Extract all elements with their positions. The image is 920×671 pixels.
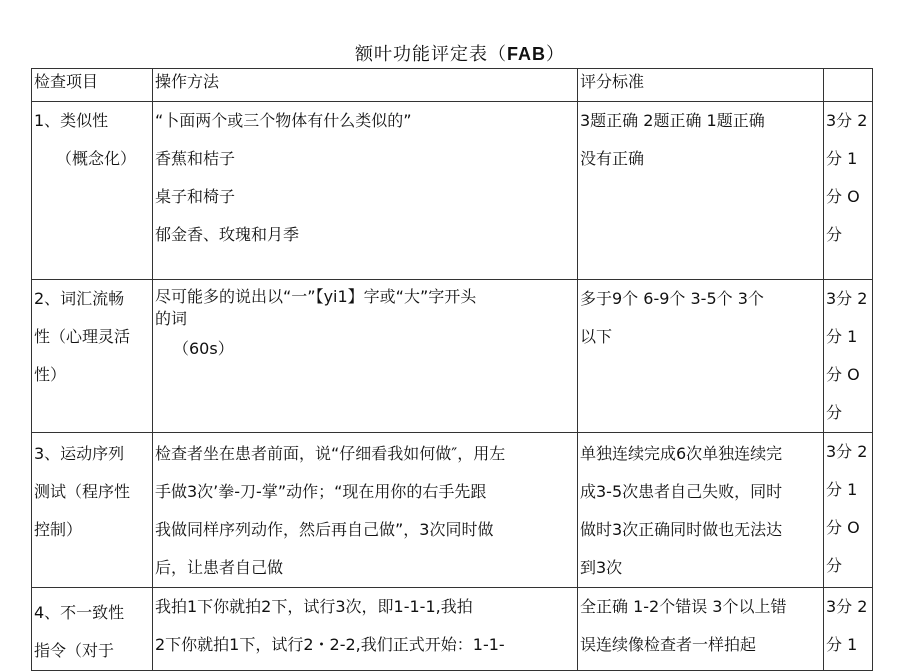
score-line: 3分 2 [826,111,868,130]
item-cell [32,588,153,671]
title-abbr: FAB [507,44,546,64]
score-line: 分 1 [826,149,858,168]
table-row [32,588,873,671]
score-line: 分 1 [826,635,858,654]
table-row [32,433,873,588]
criteria-cell [578,588,824,671]
item-line: 2、词汇流畅 [34,289,125,308]
score-line: 分 O [826,187,860,206]
method-cell [153,102,578,280]
method-line: “卜面两个或三个物体有什么类似的” [155,111,412,130]
criteria-line: 没有正确 [580,149,645,168]
table-header-row [32,69,873,102]
method-line: 尽可能多的说出以“一”【yi1】字或“大”字开头 [155,287,477,306]
item-cell [32,433,153,588]
item-line: 性（心理灵活 [34,327,131,346]
criteria-line: 误连续像检查者一样拍起 [580,635,757,654]
score-cell [824,102,873,280]
criteria-line: 3题正确 2题正确 1题正确 [580,111,765,130]
item-line: 控制） [34,520,83,539]
header-method: 操作方法 [153,69,578,102]
criteria-line: 单独连续完成6次单独连续完 [580,444,783,463]
score-line: 3分 2 [826,289,868,308]
method-cell [153,588,578,671]
method-line: 我做同样序列动作，然后再自己做”，3次同时做 [155,520,494,539]
score-line: 分 [826,225,843,244]
score-line: 3分 2 [826,442,868,461]
criteria-cell [578,280,824,433]
item-line: 4、不一致性 [34,603,125,622]
method-line: 2下你就拍1下，试行2・2-2,我们正式开始：1-1- [155,635,505,654]
method-line: 桌子和椅子 [155,187,236,206]
header-score [824,69,873,102]
criteria-line: 到3次 [580,558,623,577]
score-line: 分 O [826,518,860,537]
item-line: 测试（程序性 [34,482,131,501]
score-cell [824,433,873,588]
method-line: （60s） [173,339,234,358]
criteria-cell [578,433,824,588]
method-line: 检查者坐在患者前面，说“仔细看我如何做″，用左 [155,444,506,463]
method-line: 后，让患者自己做 [155,558,284,577]
header-item: 检查项目 [32,69,153,102]
method-cell [153,433,578,588]
score-cell [824,280,873,433]
score-cell [824,588,873,671]
criteria-line: 全正确 1-2个错误 3个以上错 [580,597,787,616]
item-line: 指令（对于 [34,641,115,660]
method-line: 郁金香、玫瑰和月季 [155,225,300,244]
header-criteria: 评分标准 [578,69,824,102]
item-line: 性） [34,365,67,384]
criteria-line: 做时3次正确同时做也无法达 [580,520,783,539]
method-line: 香蕉和桔子 [155,149,236,168]
score-line: 分 [826,403,843,422]
item-line: 3、运动序列 [34,444,125,463]
title-close: ） [546,44,565,65]
method-line: 我拍1下你就拍2下，试行3次，即1-1-1,我拍 [155,597,473,616]
item-line: （概念化） [56,149,137,168]
score-line: 分 1 [826,480,858,499]
fab-table [31,68,873,671]
score-line: 3分 2 [826,597,868,616]
page-title [0,40,920,66]
table-row [32,280,873,433]
method-line: 手做3次’拳-刀-掌”动作；“现在用你的右手先跟 [155,482,487,501]
score-line: 分 1 [826,327,858,346]
method-cell [153,280,578,433]
score-line: 分 [826,556,843,575]
table-row [32,102,873,280]
criteria-line: 以下 [580,327,613,346]
item-cell [32,102,153,280]
title-main: 额叶功能评定表（ [355,44,507,65]
method-line: 的词 [155,309,188,328]
criteria-line: 多于9个 6-9个 3-5个 3个 [580,289,764,308]
score-line: 分 O [826,365,860,384]
item-line: 1、类似性 [34,111,109,130]
criteria-cell [578,102,824,280]
item-cell [32,280,153,433]
criteria-line: 成3-5次患者自己失败，同时 [580,482,783,501]
